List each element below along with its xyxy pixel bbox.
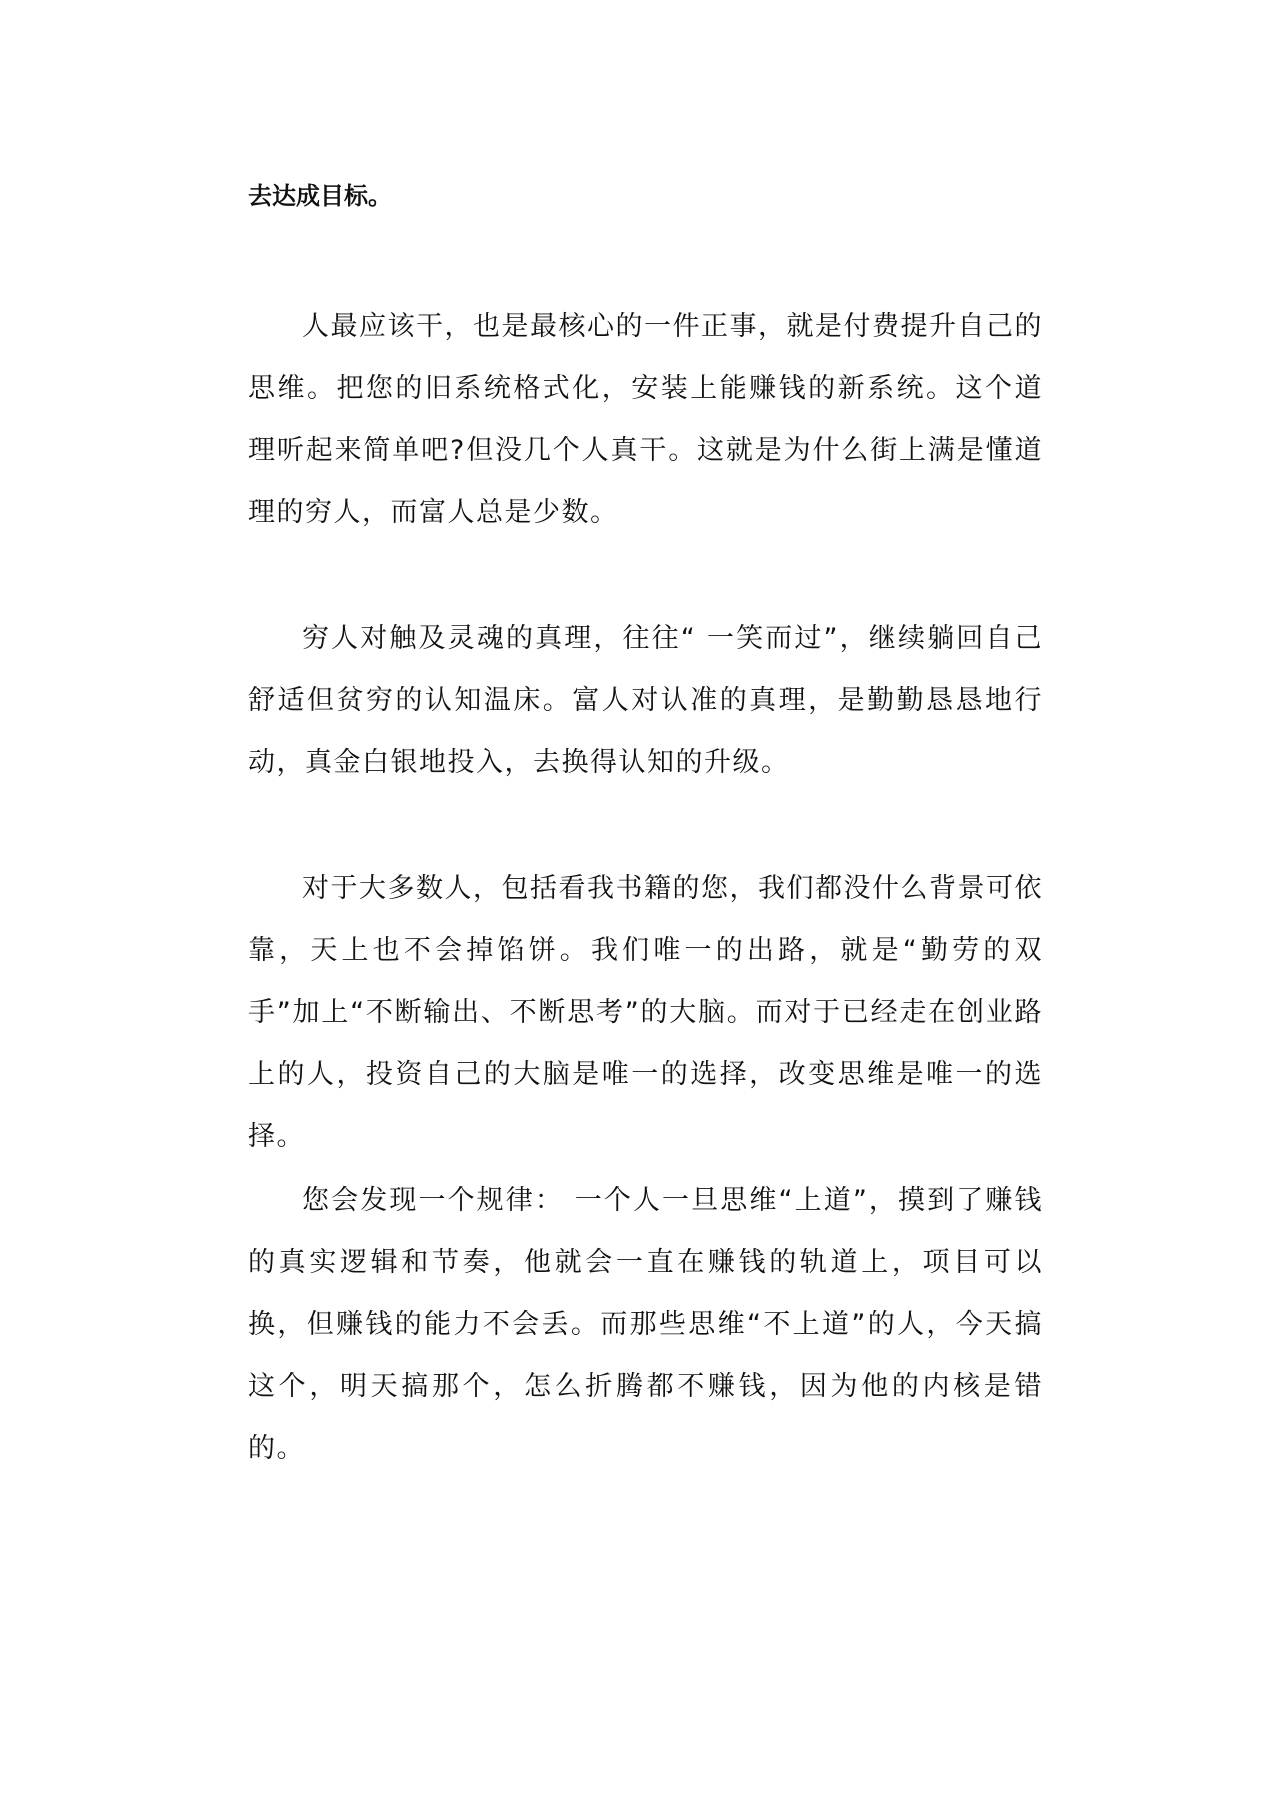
paragraph-2: 穷人对触及灵魂的真理，往往“ 一笑而过”，继续躺回自己舒适但贫穷的认知温床。富人对认准的真理，是勤勤恳恳地行动，真金白银地投入，去换得认知的升级。: [248, 623, 1043, 778]
paragraph-4: 您会发现一个规律： 一个人一旦思维“上道”，摸到了赚钱的真实逻辑和节奏，他就会一直在赚钱的轨道上，项目可以换，但赚钱的能力不会丢。而那些思维“不上道”的人，今天搞这个，明天搞那个，怎么折腾都不赚钱，因为他的内核是错的。: [248, 1185, 1043, 1464]
document-body: [248, 176, 1043, 1464]
lead-line: 去达成目标。: [248, 182, 392, 210]
paragraph-3: 对于大多数人，包括看我书籍的您，我们都没什么背景可依靠，天上也不会掉馅饼。我们唯一的出路，就是“勤劳的双手”加上“不断输出、不断思考”的大脑。而对于已经走在创业路上的人，投资自己的大脑是唯一的选择，改变思维是唯一的选择。: [248, 873, 1043, 1152]
paragraph-1: 人最应该干，也是最核心的一件正事，就是付费提升自己的思维。把您的旧系统格式化，安装上能赚钱的新系统。这个道理听起来简单吧?但没几个人真干。这就是为什么街上满是懂道理的穷人，而富人总是少数。: [248, 311, 1043, 528]
